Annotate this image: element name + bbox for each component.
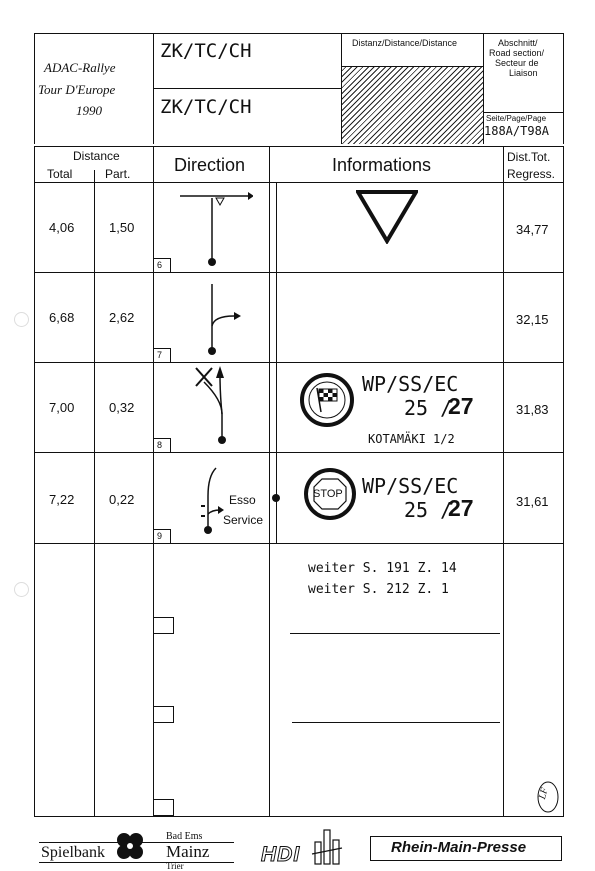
empty-box-2	[154, 706, 174, 723]
row4-tulip-diagram	[196, 460, 226, 542]
empty-box-3	[154, 799, 174, 816]
punch-hole-top	[14, 312, 29, 327]
punch-hole-bottom	[14, 582, 29, 597]
row1-total: 4,06	[49, 220, 75, 235]
row4-total: 7,22	[49, 492, 75, 507]
section-label-2: Road section/	[489, 48, 545, 58]
row1-box-number: 6	[154, 258, 171, 272]
row4-regress: 31,61	[516, 494, 549, 509]
rhein-main-presse-text: Rhein-Main-Presse	[391, 839, 527, 856]
row3-total: 7,00	[49, 400, 75, 415]
col-informations: Informations	[332, 155, 432, 175]
row4-box-number: 9	[154, 529, 171, 543]
clover-icon	[112, 828, 148, 864]
signature-text: LF	[537, 786, 551, 801]
rally-subtitle: Tour D'Europe	[38, 82, 116, 97]
spielbank-logo-text: Spielbank	[41, 844, 105, 861]
col-direction: Direction	[174, 155, 246, 175]
zk-top: ZK/TC/CH	[160, 40, 252, 62]
distance-hatch	[342, 67, 483, 144]
row2-total: 6,68	[49, 310, 75, 325]
distance-label: Distanz/Distance/Distance	[352, 38, 458, 48]
section-label-3: Secteur de	[495, 58, 539, 68]
checkered-flag-icon	[299, 372, 355, 428]
hdi-logo-text: HDI	[261, 843, 301, 866]
row1-regress: 34,77	[516, 222, 549, 237]
row3-tulip-diagram	[178, 364, 253, 450]
page-value: 188A/T98A	[484, 124, 550, 138]
page-label: Seite/Page/Page	[486, 114, 547, 123]
row3-num-a: 25 /	[404, 396, 453, 420]
hdi-towers-icon	[310, 826, 346, 866]
zk-bottom: ZK/TC/CH	[160, 96, 252, 118]
row1-tulip-diagram	[178, 186, 253, 270]
mainz-text: Mainz	[166, 842, 210, 861]
row4-num-b: 27	[448, 495, 474, 521]
row2-regress: 32,15	[516, 312, 549, 327]
trier-text: Trier	[166, 861, 184, 871]
row2-part: 2,62	[109, 310, 135, 325]
row4-stop-label: STOP	[313, 488, 343, 500]
section-label-4: Liaison	[509, 68, 538, 78]
row4-stage: WP/SS/EC	[362, 474, 459, 498]
row3-box-number: 8	[154, 438, 171, 452]
row4-part: 0,22	[109, 492, 135, 507]
row3-part: 0,32	[109, 400, 135, 415]
yield-sign-icon	[356, 190, 418, 244]
route-marker-dot	[270, 492, 282, 504]
row2-box-number: 7	[154, 348, 171, 362]
row3-num-b: 27	[448, 393, 474, 419]
col-distance: Distance	[73, 149, 120, 163]
col-total: Total	[47, 167, 73, 181]
row3-regress: 31,83	[516, 402, 549, 417]
col-dist-tot: Dist.Tot.	[507, 150, 551, 164]
row4-esso: Esso	[229, 493, 256, 507]
rally-year: 1990	[76, 103, 102, 118]
row2-tulip-diagram	[178, 276, 253, 360]
col-regress: Regress.	[507, 167, 556, 181]
row4-service: Service	[223, 513, 264, 527]
section-label-1: Abschnitt/	[498, 38, 538, 48]
rally-name: ADAC-Rallye	[44, 60, 116, 75]
row1-part: 1,50	[109, 220, 135, 235]
note-line-1: weiter S. 191 Z. 14	[308, 561, 457, 576]
row4-num-a: 25 /	[404, 498, 453, 522]
col-part: Part.	[105, 167, 131, 181]
row3-stage: WP/SS/EC	[362, 372, 459, 396]
empty-box-1	[154, 617, 174, 634]
row3-place: KOTAMÄKI 1/2	[368, 432, 455, 446]
note-line-2: weiter S. 212 Z. 1	[308, 582, 449, 597]
bad-ems-text: Bad Ems	[166, 831, 203, 842]
